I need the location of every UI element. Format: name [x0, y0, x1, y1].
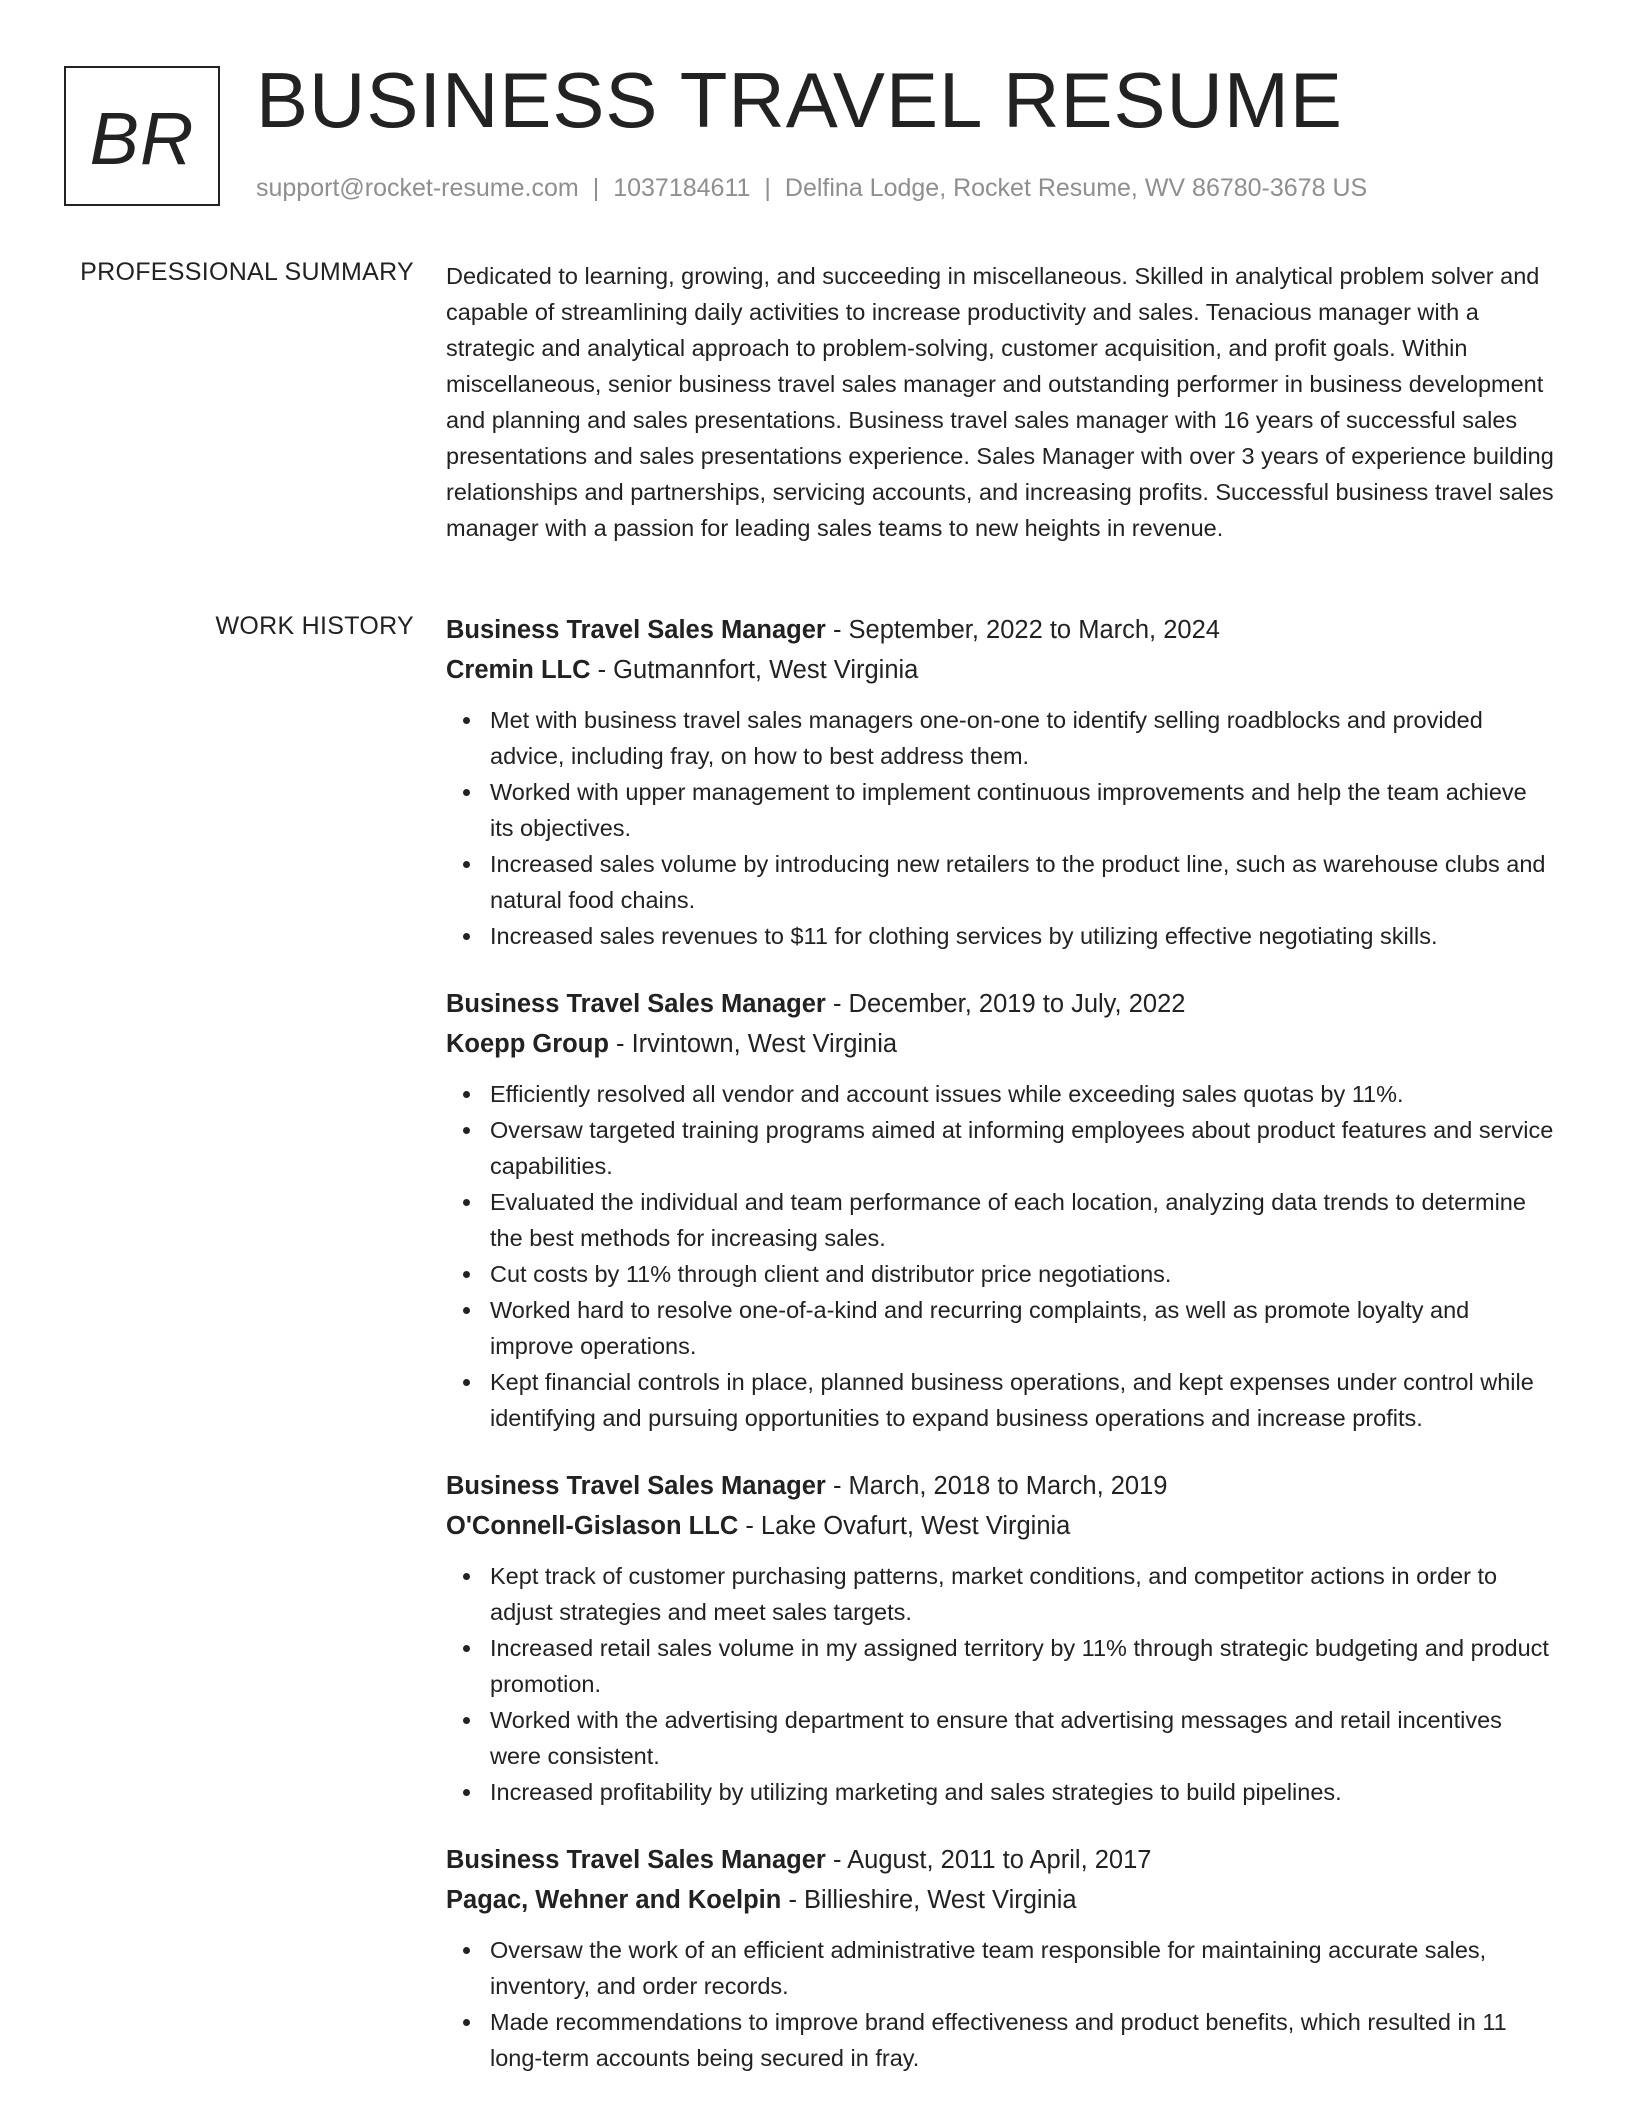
job-bullet: Increased sales volume by introducing new retailers to the product line, such as warehouse clubs and natural food chains.: [490, 846, 1556, 918]
job-company: Cremin LLC: [446, 656, 591, 684]
job-bullet: Cut costs by 11% through client and distributor price negotiations.: [490, 1256, 1556, 1292]
work-history-body: [446, 610, 1556, 2106]
job-bullet: Oversaw targeted training programs aimed at informing employees about product features and service capabilities.: [490, 1112, 1556, 1184]
job-dates: - December, 2019 to July, 2022: [825, 990, 1186, 1018]
job-dates: - September, 2022 to March, 2024: [825, 616, 1220, 644]
job-dates: - March, 2018 to March, 2019: [825, 1472, 1168, 1500]
job-bullet: Worked with the advertising department to ensure that advertising messages and retail incentives were consistent.: [490, 1702, 1556, 1774]
job-company-line: [446, 650, 1556, 690]
job-bullet: Efficiently resolved all vendor and account issues while exceeding sales quotas by 11%.: [490, 1076, 1556, 1112]
job-bullets: [446, 1558, 1556, 1810]
job-location: - Lake Ovafurt, West Virginia: [738, 1512, 1071, 1540]
job-bullets: [446, 1076, 1556, 1436]
job-entry: [446, 1840, 1556, 2076]
job-bullet: Worked hard to resolve one-of-a-kind and recurring complaints, as well as promote loyalty and improve operations.: [490, 1292, 1556, 1364]
contact-address: Delfina Lodge, Rocket Resume, WV 86780-3678 US: [784, 174, 1368, 202]
job-title: Business Travel Sales Manager: [446, 1472, 826, 1500]
job-title-line: [446, 984, 1556, 1024]
job-bullet: Kept financial controls in place, planned business operations, and kept expenses under control while identifying and pursuing opportunities to expand business operations and increase profits.: [490, 1364, 1556, 1436]
resume-title: BUSINESS TRAVEL RESUME: [256, 56, 1343, 144]
job-location: - Gutmannfort, West Virginia: [590, 656, 919, 684]
job-company-line: [446, 1024, 1556, 1064]
monogram-initials: BR: [89, 96, 195, 180]
contact-separator: |: [764, 174, 771, 202]
job-bullet: Worked with upper management to implement continuous improvements and help the team achieve its objectives.: [490, 774, 1556, 846]
job-bullet: Kept track of customer purchasing patterns, market conditions, and competitor actions in order to adjust strategies and meet sales targets.: [490, 1558, 1556, 1630]
work-history-label: WORK HISTORY: [215, 612, 414, 640]
job-company-line: [446, 1880, 1556, 1920]
job-title: Business Travel Sales Manager: [446, 990, 826, 1018]
job-bullet: Increased retail sales volume in my assigned territory by 11% through strategic budgeting and product promotion.: [490, 1630, 1556, 1702]
job-company: Pagac, Wehner and Koelpin: [446, 1886, 782, 1914]
contact-email: support@rocket-resume.com: [256, 174, 579, 202]
job-title: Business Travel Sales Manager: [446, 1846, 826, 1874]
monogram-box: [64, 66, 220, 206]
summary-body: [446, 258, 1556, 546]
contact-phone: 1037184611: [613, 174, 751, 202]
job-location: - Billieshire, West Virginia: [781, 1886, 1077, 1914]
job-bullets: [446, 1932, 1556, 2076]
job-bullet: Increased sales revenues to $11 for clothing services by utilizing effective negotiating skills.: [490, 918, 1556, 954]
job-dates: - August, 2011 to April, 2017: [825, 1846, 1152, 1874]
job-entry: [446, 984, 1556, 1436]
job-bullet: Met with business travel sales managers one-on-one to identify selling roadblocks and provided advice, including fray, on how to best address them.: [490, 702, 1556, 774]
contact-separator: |: [592, 174, 600, 202]
job-company: Koepp Group: [446, 1030, 609, 1058]
job-bullets: [446, 702, 1556, 954]
job-bullet: Made recommendations to improve brand effectiveness and product benefits, which resulted in 11 long-term accounts being secured in fray.: [490, 2004, 1556, 2076]
summary-label: PROFESSIONAL SUMMARY: [80, 258, 414, 286]
job-bullet: Evaluated the individual and team performance of each location, analyzing data trends to determine the best methods for increasing sales.: [490, 1184, 1556, 1256]
job-location: - Irvintown, West Virginia: [608, 1030, 898, 1058]
summary-text: Dedicated to learning, growing, and succeeding in miscellaneous. Skilled in analytical problem solver and capable of streamlining daily activities to increase productivity and sales. Tenacious manager with a strategic and analytical approach to problem-solving, customer acquisition, and profit goals. Within miscellaneous, senior business travel sales manager and outstanding performer in business development and planning and sales presentations. Business travel sales manager with 16 years of successful sales presentations and sales presentations experience. Sales Manager with over 3 years of experience building relationships and partnerships, servicing accounts, and increasing profits. Successful business travel sales manager with a passion for leading sales teams to new heights in revenue.: [446, 263, 1554, 541]
job-title-line: [446, 1466, 1556, 1506]
job-title-line: [446, 1840, 1556, 1880]
job-company: O'Connell-Gislason LLC: [446, 1512, 739, 1540]
job-entry: [446, 610, 1556, 954]
job-title-line: [446, 610, 1556, 650]
job-bullet: Increased profitability by utilizing marketing and sales strategies to build pipelines.: [490, 1774, 1556, 1810]
job-bullet: Oversaw the work of an efficient administrative team responsible for maintaining accurate sales, inventory, and order records.: [490, 1932, 1556, 2004]
job-company-line: [446, 1506, 1556, 1546]
job-title: Business Travel Sales Manager: [446, 616, 826, 644]
job-entry: [446, 1466, 1556, 1810]
contact-line: [256, 174, 1367, 203]
